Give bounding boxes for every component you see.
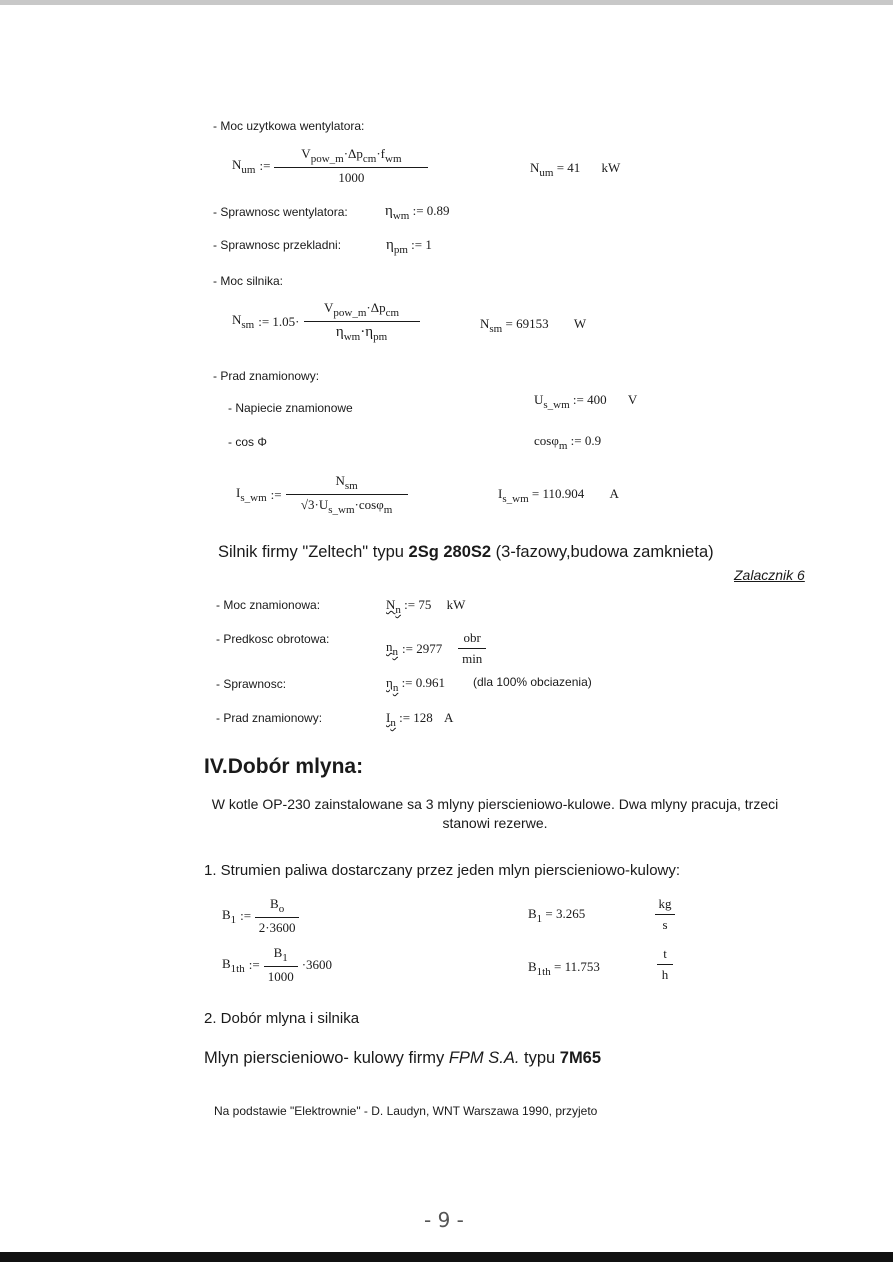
rated-power-value: $N_n$ := 75 kW xyxy=(386,597,466,616)
voltage-value: $U_{s\_wm}$ := 400 V xyxy=(534,392,638,411)
mill-section-title: IV.Dobór mlyna: xyxy=(204,755,364,778)
motor-current-label: - Prad znamionowy: xyxy=(216,711,323,725)
b1-formula: $B_1$ := $\frac{B_o}{2\cdot 3600}$ xyxy=(222,896,299,936)
num-formula: $N_{um}$ := $\frac{V_{pow\_m}\cdot\Delta p_{cm}\cdot f_{wm}}{1000}$ xyxy=(232,146,428,186)
current-formula: $I_{s\_wm}$ := $\frac{N_{sm}}{√3\cdot U_{s\_wm}\cdot\cos\varphi_m}$ xyxy=(236,473,408,516)
gear-efficiency-label: - Sprawnosc przekladni: xyxy=(213,238,342,252)
page-number: - 9 - xyxy=(424,1208,464,1232)
eta-pm: $\eta_{pm}$ := 1 xyxy=(386,237,432,256)
motor-efficiency-label: - Sprawnosc: xyxy=(216,677,287,691)
scan-edge-top xyxy=(0,0,893,5)
nsm-result: $N_{sm} = 69153$ W xyxy=(480,316,587,335)
rated-power-label: - Moc znamionowa: xyxy=(216,598,321,612)
mill-intro: W kotle OP-230 zainstalowane sa 3 mlyny pierscieniowo-kulowe. Dwa mlyny pracuja, trzeci stanowi rezerwe. xyxy=(211,796,779,831)
voltage-label: - Napiecie znamionowe xyxy=(228,401,353,415)
mill-model: Mlyn pierscieniowo- kulowy firmy FPM S.A. typu 7M65 xyxy=(204,1049,602,1067)
fan-efficiency-label: - Sprawnosc wentylatora: xyxy=(213,205,348,219)
fan-power-label: - Moc uzytkowa wentylatora: xyxy=(213,119,365,133)
rated-current-label: - Prad znamionowy: xyxy=(213,369,320,383)
speed-value: $n_n$ := 2977 $\frac{\text{obr}}{\min}$ xyxy=(386,630,486,667)
cos-label: - cos Φ xyxy=(228,435,267,449)
reference-note: Na podstawie "Elektrownie" - D. Laudyn, WNT Warszawa 1990, przyjeto xyxy=(214,1104,598,1118)
num-result: $N_{um} = 41$ kW xyxy=(530,160,621,179)
b1-result: $B_1 = 3.265$ xyxy=(528,906,586,925)
speed-label: - Predkosc obrotowa: xyxy=(216,632,330,646)
current-result: $I_{s\_wm} = 110.904$ A xyxy=(498,486,619,505)
b1-unit: $\frac{kg}{s}$ xyxy=(655,896,675,933)
nsm-formula: $N_{sm}$ := 1.05· $\frac{V_{pow\_m}\cdot\Delta p_{cm}}{\eta_{wm}\cdot\eta_{pm}}$ xyxy=(232,300,420,343)
b1th-unit: $\frac{t}{h}$ xyxy=(657,946,673,983)
motor-efficiency-value: $\eta_n$ := 0.961 xyxy=(386,675,446,694)
b1th-formula: $B_{1th}$ := $\frac{B_1}{1000}$ ·3600 xyxy=(222,945,333,984)
load-note: (dla 100% obciazenia) xyxy=(473,675,592,689)
scan-edge-bottom xyxy=(0,1252,893,1262)
eta-wm: $\eta_{wm}$ := 0.89 xyxy=(385,203,450,222)
motor-power-label: - Moc silnika: xyxy=(213,274,284,288)
step-2: 2. Dobór mlyna i silnika xyxy=(204,1010,360,1027)
motor-heading: Silnik firmy "Zeltech" typu 2Sg 280S2 (3-fazowy,budowa zamknieta) xyxy=(218,543,714,561)
cos-value: cosφ$_m$ := 0.9 xyxy=(534,433,602,452)
motor-current-value: $I_n$ := 128 A xyxy=(386,710,454,729)
attachment-link: Zalacznik 6 xyxy=(734,567,805,583)
b1th-result: $B_{1th} = 11.753$ xyxy=(528,959,600,978)
step-1: 1. Strumien paliwa dostarczany przez jeden mlyn pierscieniowo-kulowy: xyxy=(204,862,681,879)
